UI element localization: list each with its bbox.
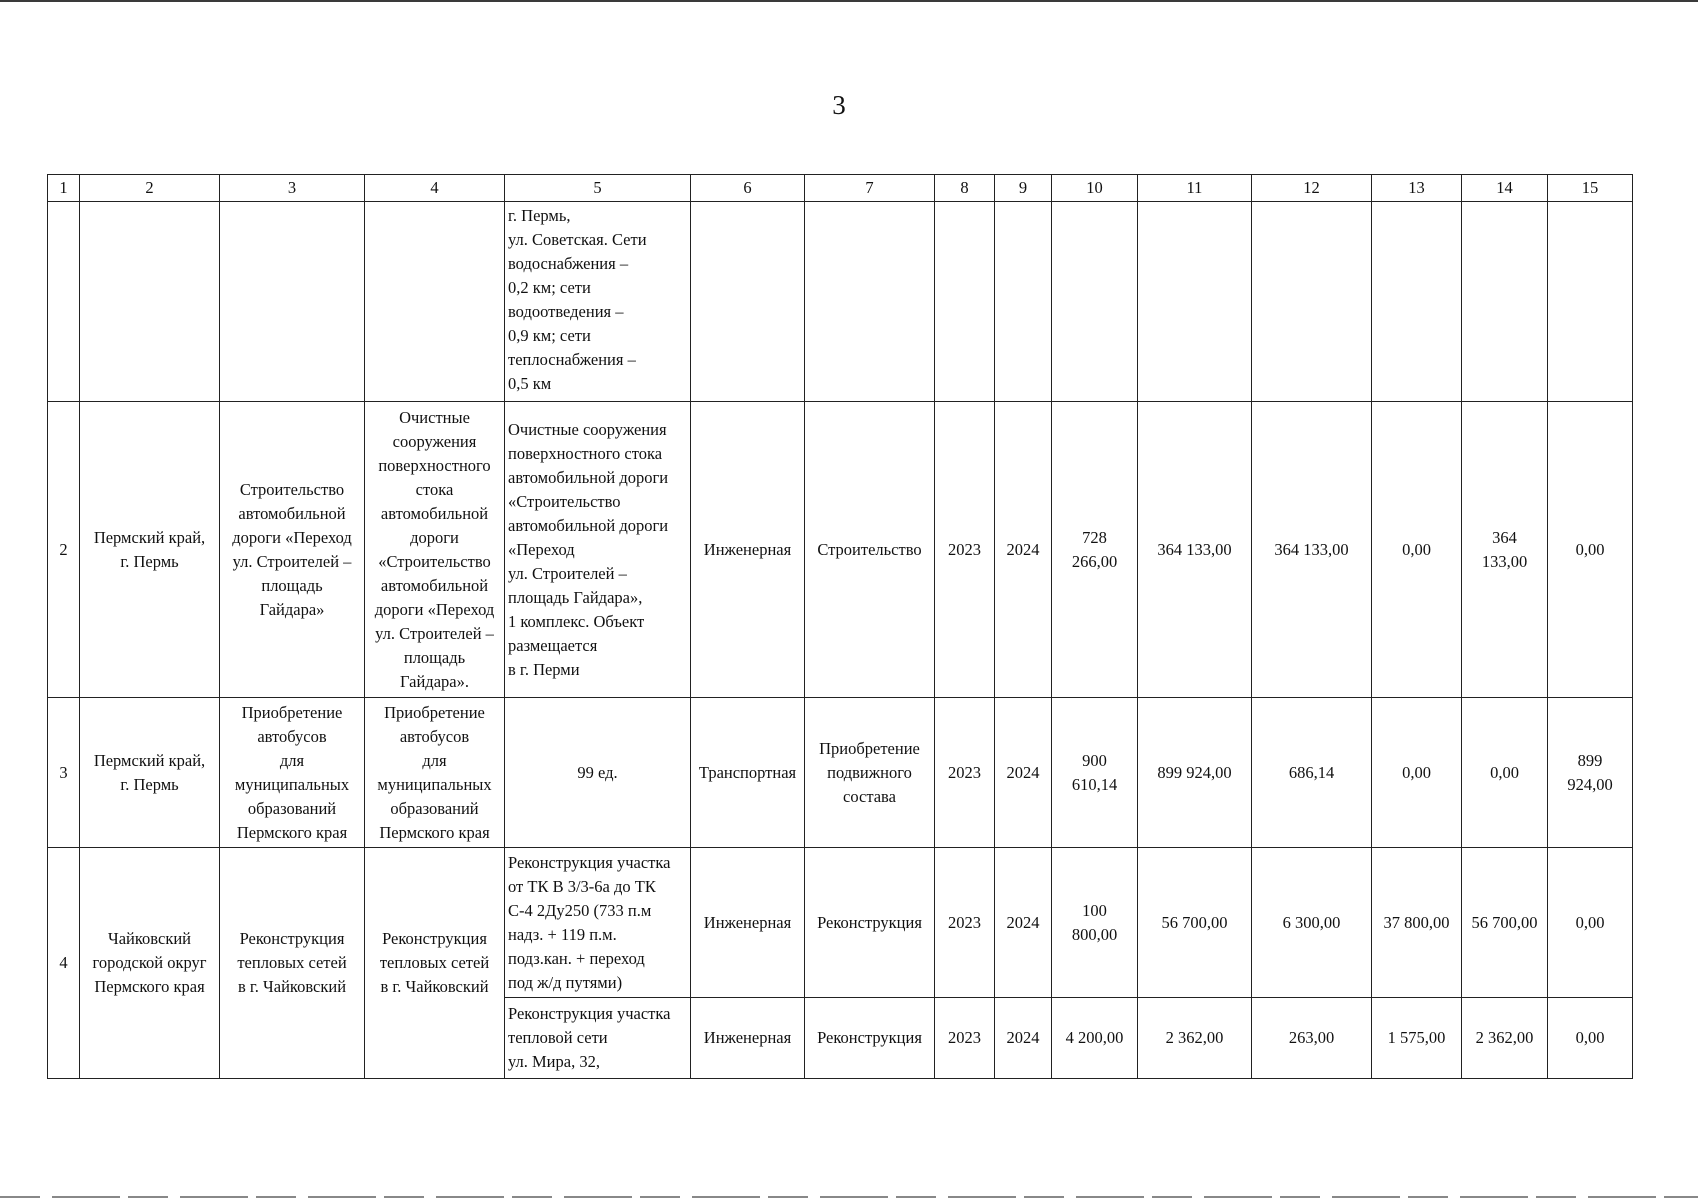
column-number: 10 [1052,175,1138,202]
column-number: 7 [805,175,935,202]
page-number: 3 [832,90,846,120]
column-number: 1 [48,175,80,202]
column-number: 3 [220,175,365,202]
work-type-cell: Реконструкция [805,998,935,1079]
project-name-cell: Реконструкция тепловых сетей в г. Чайковский [220,848,365,1079]
value-cell: 0,00 [1372,402,1462,698]
table-cell-empty [1052,202,1138,402]
table-cell-empty [1548,202,1633,402]
table-cell-empty [48,202,80,402]
work-type-cell: Реконструкция [805,848,935,998]
end-year-cell: 2024 [995,698,1052,848]
scan-edge-top [0,0,1698,2]
value-cell: 0,00 [1548,402,1633,698]
value-cell: 899 924,00 [1138,698,1252,848]
value-cell: 364 133,00 [1462,402,1548,698]
start-year-cell: 2023 [935,698,995,848]
value-cell: 2 362,00 [1138,998,1252,1079]
start-year-cell: 2023 [935,402,995,698]
table-cell-empty [935,202,995,402]
value-cell: 4 200,00 [1052,998,1138,1079]
table-cell-empty [220,202,365,402]
value-cell: 900 610,14 [1052,698,1138,848]
value-cell: 899 924,00 [1548,698,1633,848]
object-description-cell: Реконструкция участка от ТК В 3/3-6а до ТК С-4 2Ду250 (733 п.м надз. + 119 п.м. подз.кан. + переход под ж/д путями) [505,848,691,998]
municipality-cell: Чайковский городской округ Пермского края [80,848,220,1079]
value-cell: 100 800,00 [1052,848,1138,998]
table-cell-empty [1372,202,1462,402]
value-cell: 0,00 [1372,698,1462,848]
object-name-cell: Приобретение автобусов для муниципальных образований Пермского края [365,698,505,848]
table-cell-empty [995,202,1052,402]
value-cell: 0,00 [1548,998,1633,1079]
start-year-cell: 2023 [935,998,995,1079]
start-year-cell: 2023 [935,848,995,998]
value-cell: 37 800,00 [1372,848,1462,998]
municipality-cell: Пермский край, г. Пермь [80,698,220,848]
table-cell-empty [1252,202,1372,402]
scan-edge-bottom [0,1196,1698,1198]
table-row-4a [48,848,1633,998]
value-cell: 2 362,00 [1462,998,1548,1079]
table-cell-empty [365,202,505,402]
object-name-cell: Очистные сооружения поверхностного стока автомобильной дороги «Строительство автомобильной дороги «Переход ул. Строителей – площадь Гайдара». [365,402,505,698]
infrastructure-type-cell: Инженерная [691,848,805,998]
table-row-2 [48,402,1633,698]
object-description-cell: г. Пермь, ул. Советская. Сети водоснабжения – 0,2 км; сети водоотведения – 0,9 км; сети теплоснабжения – 0,5 км [505,202,691,402]
row-number-cell: 4 [48,848,80,1079]
value-cell: 728 266,00 [1052,402,1138,698]
column-number: 5 [505,175,691,202]
investment-projects-table [47,174,1633,1079]
municipality-cell: Пермский край, г. Пермь [80,402,220,698]
row-number-cell: 2 [48,402,80,698]
column-number-row [48,175,1633,202]
infrastructure-type-cell: Инженерная [691,402,805,698]
table-cell-empty [691,202,805,402]
value-cell: 0,00 [1462,698,1548,848]
value-cell: 56 700,00 [1462,848,1548,998]
value-cell: 1 575,00 [1372,998,1462,1079]
column-number: 11 [1138,175,1252,202]
object-description-cell: 99 ед. [505,698,691,848]
table-cell-empty [805,202,935,402]
column-number: 12 [1252,175,1372,202]
object-name-cell: Реконструкция тепловых сетей в г. Чайковский [365,848,505,1079]
value-cell: 364 133,00 [1138,402,1252,698]
value-cell: 56 700,00 [1138,848,1252,998]
table-row-3 [48,698,1633,848]
value-cell: 686,14 [1252,698,1372,848]
value-cell: 364 133,00 [1252,402,1372,698]
end-year-cell: 2024 [995,848,1052,998]
column-number: 8 [935,175,995,202]
work-type-cell: Приобретение подвижного состава [805,698,935,848]
project-name-cell: Приобретение автобусов для муниципальных образований Пермского края [220,698,365,848]
value-cell: 6 300,00 [1252,848,1372,998]
table-cell-empty [80,202,220,402]
end-year-cell: 2024 [995,402,1052,698]
column-number: 9 [995,175,1052,202]
table-row-continuation [48,202,1633,402]
value-cell: 0,00 [1548,848,1633,998]
work-type-cell: Строительство [805,402,935,698]
object-description-cell: Реконструкция участка тепловой сети ул. Мира, 32, [505,998,691,1079]
row-number-cell: 3 [48,698,80,848]
end-year-cell: 2024 [995,998,1052,1079]
value-cell: 263,00 [1252,998,1372,1079]
infrastructure-type-cell: Инженерная [691,998,805,1079]
column-number: 4 [365,175,505,202]
column-number: 13 [1372,175,1462,202]
column-number: 2 [80,175,220,202]
column-number: 14 [1462,175,1548,202]
column-number: 6 [691,175,805,202]
object-description-cell: Очистные сооружения поверхностного стока автомобильной дороги «Строительство автомобильной дороги «Переход ул. Строителей – площадь Гайдара», 1 комплекс. Объект размещается в г. Перми [505,402,691,698]
infrastructure-type-cell: Транспортная [691,698,805,848]
column-number: 15 [1548,175,1633,202]
project-name-cell: Строительство автомобильной дороги «Переход ул. Строителей – площадь Гайдара» [220,402,365,698]
table-cell-empty [1462,202,1548,402]
table-cell-empty [1138,202,1252,402]
